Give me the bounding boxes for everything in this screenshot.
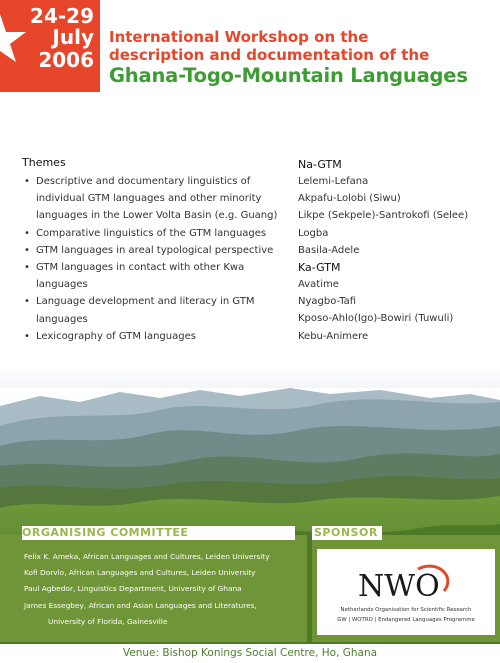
- language-item: Kebu-Animere: [298, 330, 369, 342]
- themes-heading: Themes: [22, 156, 66, 169]
- theme-item: • Language development and literacy in GTM: [22, 293, 292, 310]
- date-year: 2006: [38, 48, 94, 72]
- sponsor-programme: GW | WOTRO | Endangered Languages Programme: [337, 617, 475, 623]
- nwo-logo: [356, 563, 456, 603]
- theme-item: • Descriptive and documentary linguistics of: [22, 173, 292, 190]
- language-item: Kposo-Ahlo(Igo)-Bowiri (Tuwuli): [298, 313, 454, 325]
- themes-section: [22, 156, 292, 345]
- theme-item-cont: languages: [36, 279, 88, 291]
- sponsor-heading-bar: [312, 526, 382, 540]
- na-gtm-heading: Na-GTM: [298, 158, 342, 171]
- committee-member: James Essegbey, African and Asian Languages and Literatures,: [24, 600, 257, 610]
- nwo-logo-text: NWO: [358, 569, 440, 603]
- committee-member: Felix K. Ameka, African Languages and Cultures, Leiden University: [24, 552, 270, 561]
- language-item: Logba: [298, 227, 329, 239]
- theme-item: • GTM languages in contact with other Kwa: [22, 259, 292, 276]
- title-line-2: description and documentation of the: [109, 46, 430, 64]
- committee-heading-bar: [22, 526, 295, 540]
- language-item: Nyagbo-Tafi: [298, 296, 357, 308]
- workshop-title: [109, 28, 499, 88]
- title-line-1: International Workshop on the: [109, 28, 369, 46]
- committee-member: Paul Agbedor, Linguistics Department, University of Ghana: [24, 584, 242, 594]
- language-item: Basila-Adele: [298, 244, 360, 256]
- language-item: Avatime: [298, 279, 339, 291]
- nwo-logo-box: [317, 549, 495, 635]
- committee-member-cont: University of Florida, Gainesville: [48, 616, 168, 626]
- theme-item: • Comparative linguistics of the GTM languages: [22, 225, 292, 242]
- committee-member: Kofi Dorvlo, African Languages and Cultures, Leiden University: [24, 568, 256, 578]
- language-item: Likpe (Sekpele)-Santrokofi (Selee): [298, 210, 469, 222]
- theme-item-cont: languages: [36, 313, 88, 325]
- languages-section: [298, 156, 498, 345]
- language-item: Lelemi-Lefana: [298, 176, 369, 187]
- venue-line: Venue: Bishop Konings Social Centre, Ho, Ghana: [0, 644, 500, 663]
- theme-item: • GTM languages in areal typological perspective: [22, 242, 292, 259]
- sponsor-heading: SPONSOR: [314, 526, 378, 539]
- theme-item: • Lexicography of GTM languages: [22, 328, 292, 345]
- date-month: July: [52, 25, 94, 49]
- committee-members: [24, 549, 306, 630]
- date-days: 24-29: [30, 4, 94, 28]
- sponsor-name: Netherlands Organisation for Scientific Research: [340, 607, 472, 613]
- date-block: [0, 0, 100, 92]
- theme-item-cont: individual GTM languages and other minority: [36, 193, 262, 205]
- committee-heading: ORGANISING COMMITTEE: [22, 526, 189, 539]
- title-line-3: Ghana-Togo-Mountain Languages: [109, 64, 468, 87]
- themes-list: [22, 173, 292, 345]
- language-item: Akpafu-Lolobi (Siwu): [298, 193, 401, 205]
- theme-item-cont: languages in the Lower Volta Basin (e.g. Guang): [36, 210, 278, 222]
- ka-gtm-heading: Ka-GTM: [298, 261, 341, 275]
